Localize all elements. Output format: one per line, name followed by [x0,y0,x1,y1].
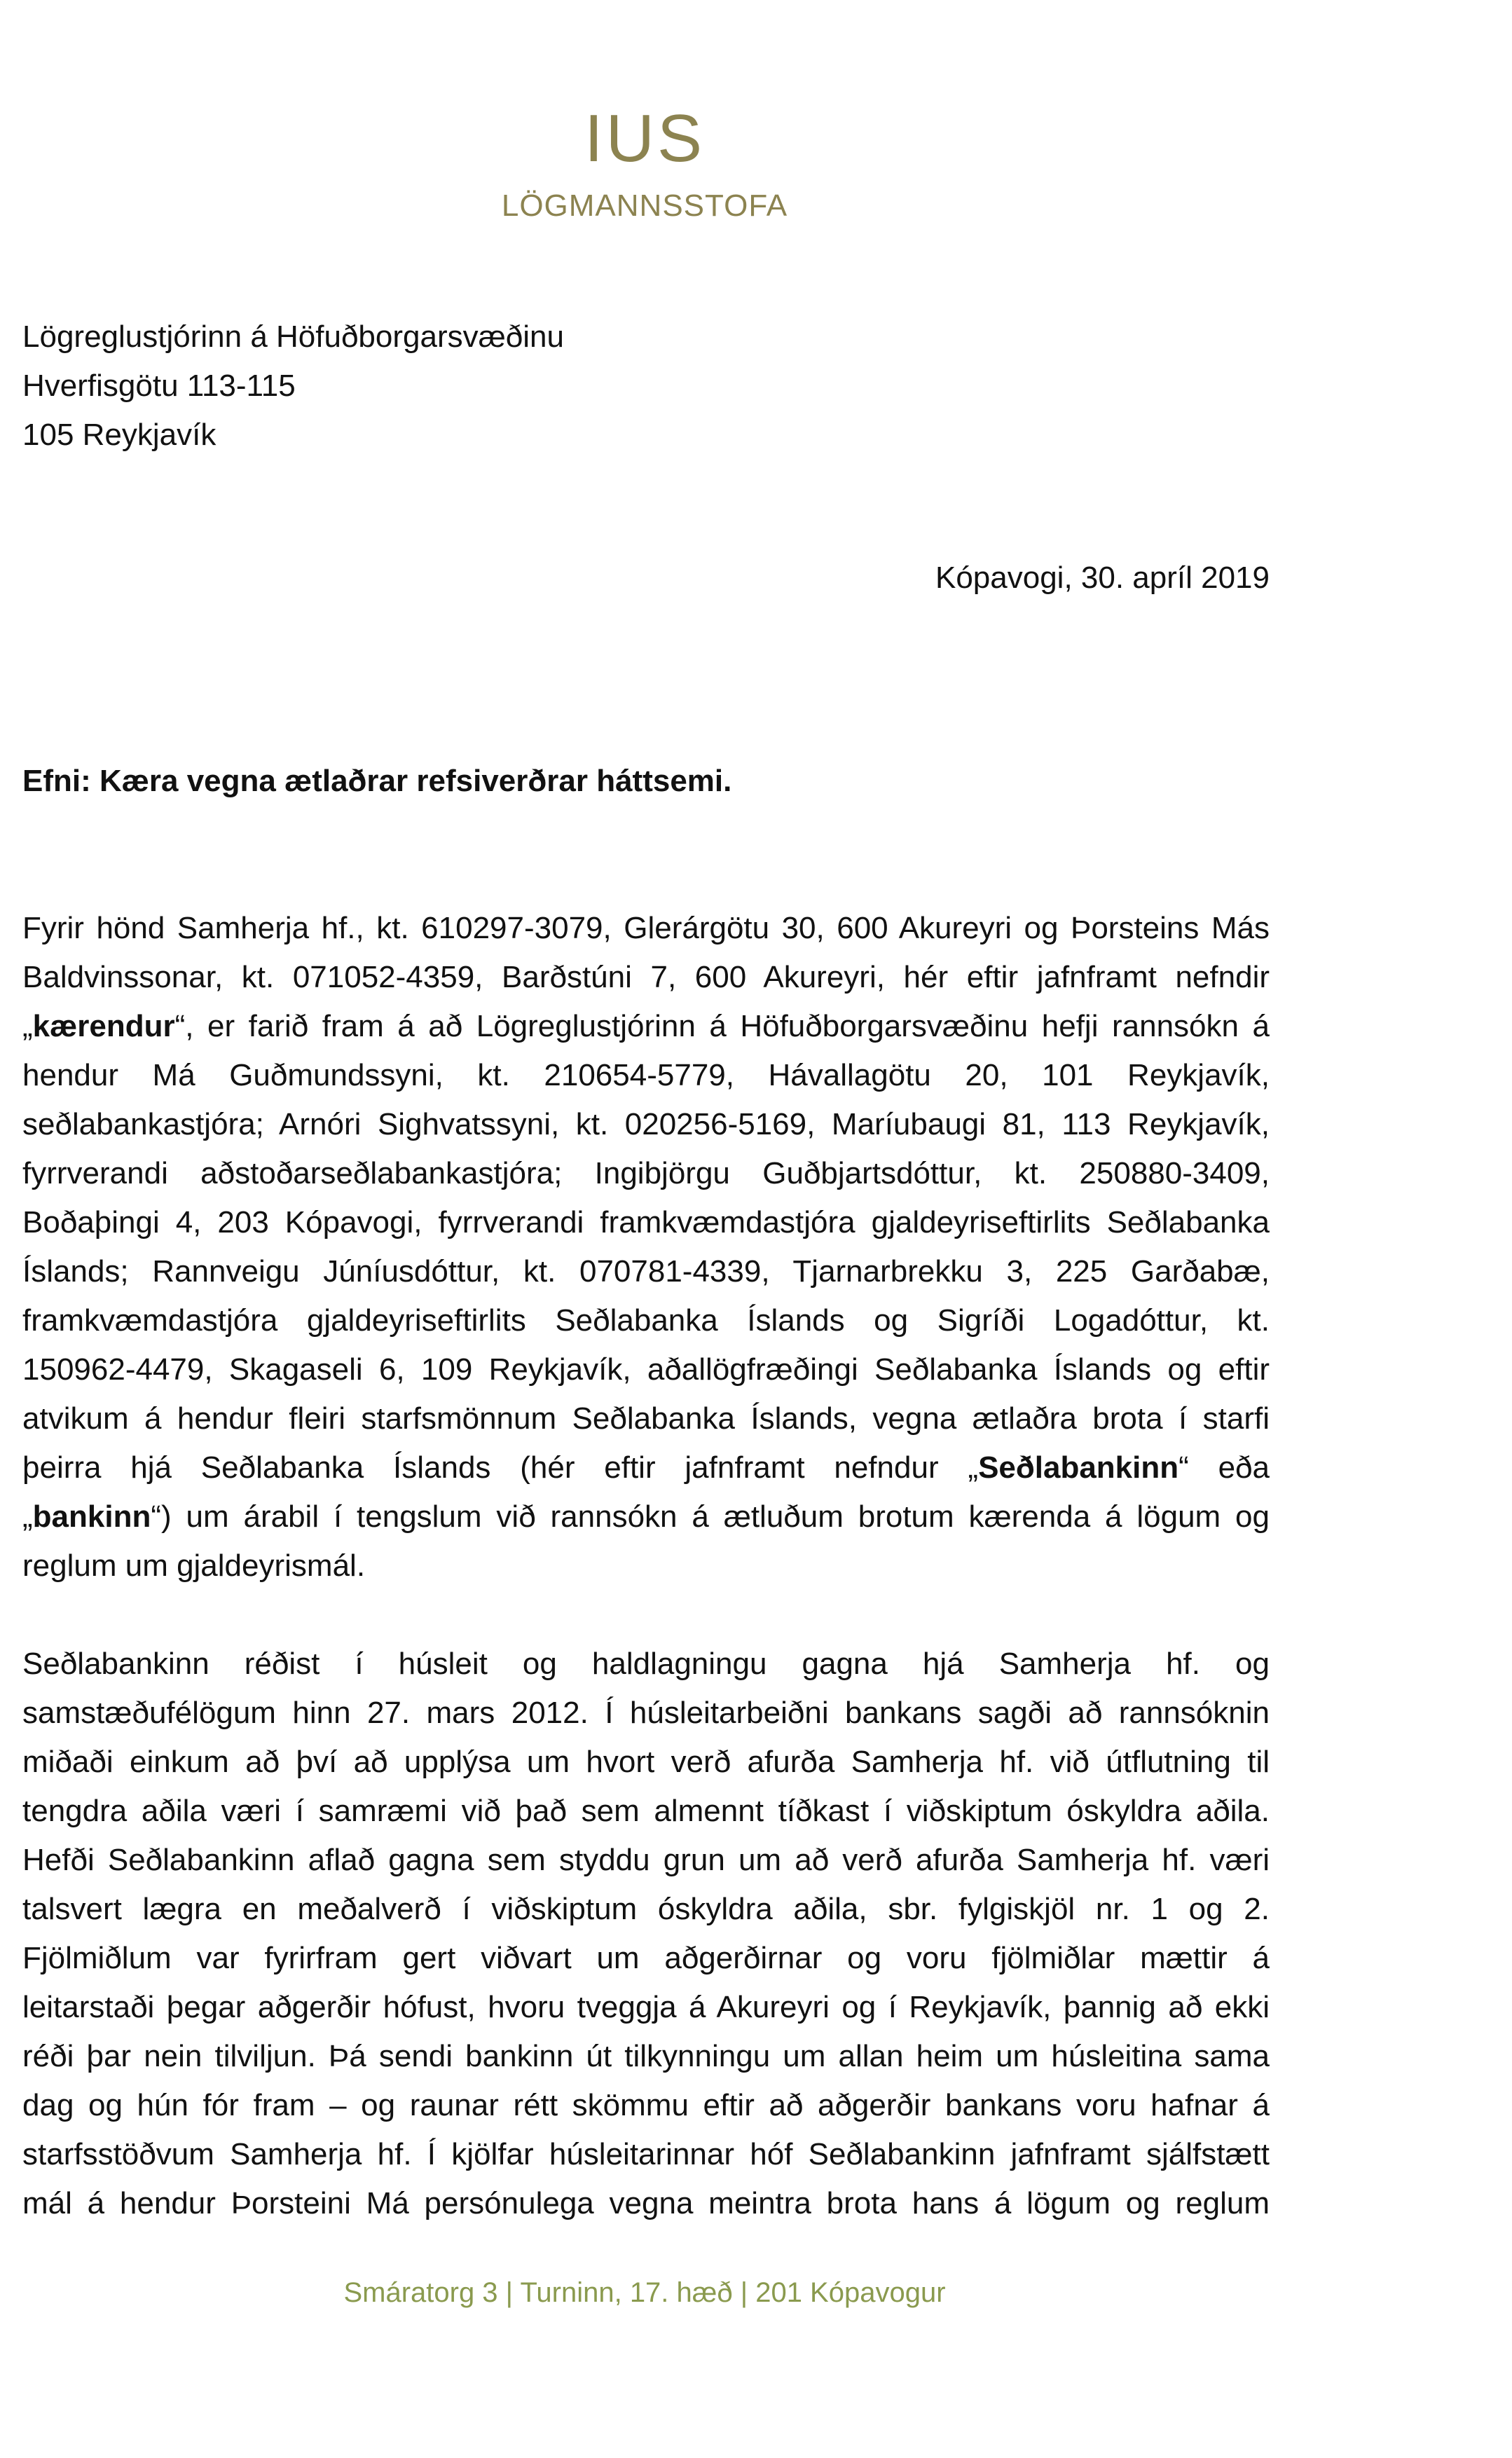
text-line: Hefði Seðlabankinn aflað gagna sem styddu grun um að verð afurða Samherja hf. væri [22,1843,1270,1877]
text-run: “ eða [1178,1450,1270,1485]
letter-body [22,904,1270,2277]
text-line: Íslands; Rannveigu Júníusdóttur, kt. 070781-4339, Tjarnarbrekku 3, 225 Garðabæ, [22,1254,1270,1289]
defined-term: Seðlabankinn [978,1450,1179,1485]
paragraph-1 [22,904,1270,1591]
text-line: réði þar nein tilviljun. Þá sendi bankinn út tilkynningu um allan heim um húsleitina sama [22,2039,1270,2073]
text-line: mál á hendur Þorsteini Má persónulega vegna meintra brota hans á lögum og reglum [22,2186,1270,2220]
text-line: atvikum á hendur fleiri starfsmönnum Seðlabanka Íslands, vegna ætlaðra brota í starfi [22,1401,1270,1436]
text-line [22,1443,1270,1492]
text-line: talsvert lægra en meðalverð í viðskiptum óskyldra aðila, sbr. fylgiskjöl nr. 1 og 2. [22,1892,1270,1926]
text-line: dag og hún fór fram – og raunar rétt skömmu eftir að aðgerðir bankans voru hafnar á [22,2088,1270,2122]
text-line: hendur Má Guðmundssyni, kt. 210654-5779, Hávallagötu 20, 101 Reykjavík, [22,1058,1270,1092]
recipient-address [22,313,564,460]
text-line: seðlabankastjóra; Arnóri Sighvatssyni, kt. 020256-5169, Maríubaugi 81, 113 Reykjavík, [22,1107,1270,1141]
text-line: tengdra aðila væri í samræmi við það sem almennt tíðkast í viðskiptum óskyldra aðila. [22,1794,1270,1828]
recipient-line: 105 Reykjavík [22,418,217,452]
letterhead-brand: IUS [584,101,706,176]
text-line: Boðaþingi 4, 203 Kópavogi, fyrrverandi framkvæmdastjóra gjaldeyriseftirlits Seðlabanka [22,1205,1270,1240]
text-line: 150962-4479, Skagaseli 6, 109 Reykjavík, aðallögfræðingi Seðlabanka Íslands og eftir [22,1352,1270,1387]
text-line: Seðlabankinn réðist í húsleit og haldlagningu gagna hjá Samherja hf. og [22,1647,1270,1681]
letterhead-subtitle: LÖGMANNSSTOFA [501,188,788,223]
letter-footer: Smáratorg 3 | Turninn, 17. hæð | 201 Kópavogur [343,2277,946,2308]
text-run: “, er farið fram á að Lögreglustjórinn á Höfuðborgarsvæðinu hefji rannsókn á [174,1009,1270,1043]
text-line: framkvæmdastjóra gjaldeyriseftirlits Seðlabanka Íslands og Sigríði Logadóttur, kt. [22,1303,1270,1338]
text-line: fyrrverandi aðstoðarseðlabankastjóra; Ingibjörgu Guðbjartsdóttur, kt. 250880-3409, [22,1156,1270,1190]
text-line [22,1492,1270,1542]
text-run: „ [22,1009,33,1043]
letter-subject: Efni: Kæra vegna ætlaðrar refsiverðrar háttsemi. [22,764,732,798]
text-line: miðaði einkum að því að upplýsa um hvort verð afurða Samherja hf. við útflutning til [22,1745,1270,1779]
text-line: Baldvinssonar, kt. 071052-4359, Barðstúni 7, 600 Akureyri, hér eftir jafnframt nefndir [22,960,1270,994]
text-run: „ [22,1499,33,1534]
defined-term: bankinn [32,1499,151,1534]
text-line: samstæðufélögum hinn 27. mars 2012. Í húsleitarbeiðni bankans sagði að rannsóknin [22,1696,1270,1730]
recipient-line: Lögreglustjórinn á Höfuðborgarsvæðinu [22,320,564,354]
recipient-line: Hverfisgötu 113-115 [22,369,296,403]
letter-date: Kópavogi, 30. apríl 2019 [935,561,1270,595]
text-line: Fyrir hönd Samherja hf., kt. 610297-3079, Glerárgötu 30, 600 Akureyri og Þorsteins Más [22,911,1270,945]
text-line: starfsstöðvum Samherja hf. Í kjölfar húsleitarinnar hóf Seðlabankinn jafnframt sjálfstætt [22,2137,1270,2171]
text-line: leitarstaði þegar aðgerðir hófust, hvoru tveggja á Akureyri og í Reykjavík, þannig að ekki [22,1990,1270,2024]
text-line: Fjölmiðlum var fyrirfram gert viðvart um aðgerðirnar og voru fjölmiðlar mættir á [22,1941,1270,1975]
text-run: þeirra hjá Seðlabanka Íslands (hér eftir jafnframt nefndur „ [22,1450,979,1485]
text-line [22,1002,1270,1051]
text-line: reglum um gjaldeyrismál. [22,1549,366,1583]
paragraph-2 [22,1640,1270,2228]
defined-term: kærendur [32,1009,175,1043]
text-run: “) um árabil í tengslum við rannsókn á ætluðum brotum kærenda á lögum og [151,1499,1270,1534]
